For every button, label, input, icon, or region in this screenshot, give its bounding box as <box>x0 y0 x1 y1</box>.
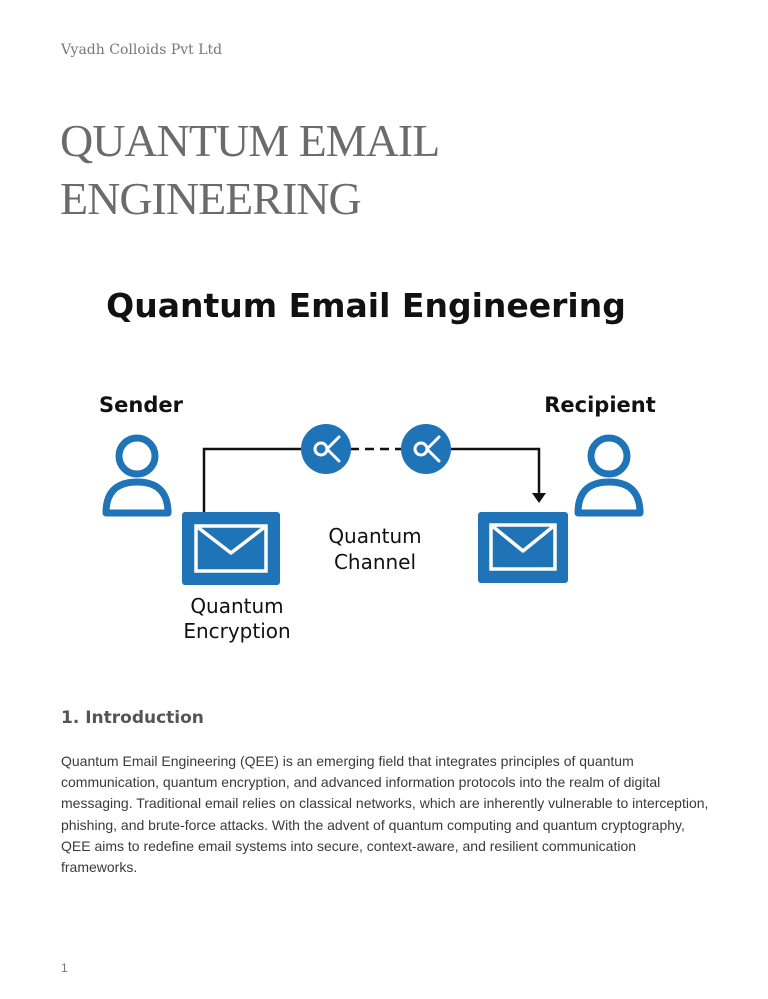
recipient-envelope-icon <box>478 512 568 583</box>
diagram-title: Quantum Email Engineering <box>106 286 626 325</box>
company-name: Vyadh Colloids Pvt Ltd <box>61 42 223 58</box>
sender-label: Sender <box>99 393 183 417</box>
quantum-channel-line <box>204 449 539 512</box>
page-number: 1 <box>61 961 68 975</box>
sender-person-icon <box>106 438 168 513</box>
quantum-email-diagram <box>0 270 768 670</box>
encryption-label-line2: Encryption <box>183 619 291 643</box>
arrow-head-icon <box>532 493 546 503</box>
quantum-node-icon <box>301 424 351 474</box>
document-title: QUANTUM EMAIL ENGINEERING <box>60 115 438 224</box>
quantum-node-icon <box>401 424 451 474</box>
encryption-label-line1: Quantum <box>190 594 284 618</box>
channel-label-line1: Quantum <box>328 524 422 548</box>
section-heading: 1. Introduction <box>61 708 204 728</box>
recipient-person-icon <box>578 438 640 513</box>
recipient-label: Recipient <box>544 393 656 417</box>
channel-label-line2: Channel <box>333 550 417 574</box>
sender-envelope-icon <box>182 512 280 585</box>
introduction-paragraph: Quantum Email Engineering (QEE) is an emerging field that integrates principles of quantum communication, quantum encryption, and advanced information protocols into the realm of digital messaging. Traditional email relies on classical networks, which are inherently vulnerable to interception, phishing, and brute-force attacks. With the advent of quantum computing and quantum cryptography, QEE aims to redefine email systems into secure, context-aware, and resilient communication frameworks. <box>61 753 709 876</box>
